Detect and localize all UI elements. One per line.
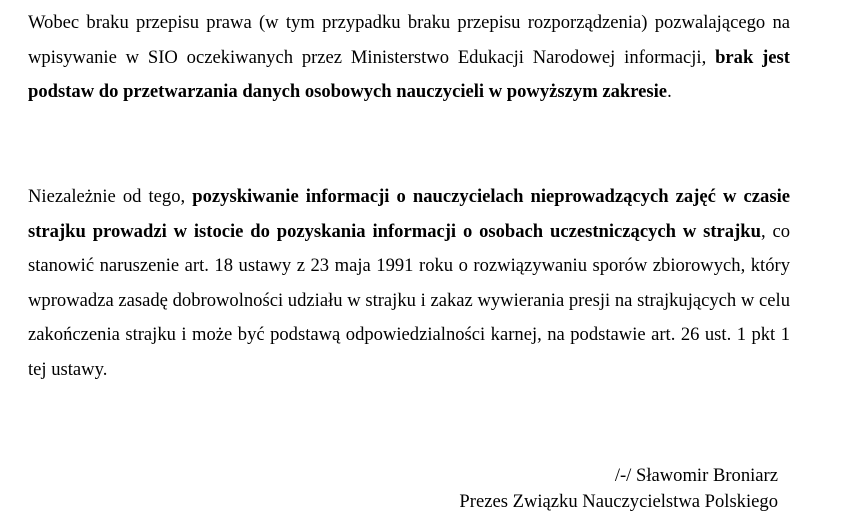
signature-name: /-/ Sławomir Broniarz [614,465,778,486]
paragraph-1-segment-1: Wobec braku przepisu prawa (w tym przypadku braku przepisu rozporządzenia) pozwalającego na wpisywanie w SIO oczekiwanych przez Ministerstwo Edukacji Narodowej informacji, [28,12,790,68]
signature-block [459,463,778,515]
paragraph-1-bold-conclusion: brak jest podstaw do przetwarzania danych osobowych nauczycieli w powyższym zakresie [28,46,790,102]
paragraph-legal-basis [28,6,790,110]
paragraph-strike-information [28,180,790,387]
paragraph-1-segment-3: . [667,81,672,102]
paragraph-2-bold-statement: pozyskiwanie informacji o nauczycielach nieprowadzących zajęć w czasie strajku prowadzi w istocie do pozyskania informacji o osobach uczestniczących w strajku [28,186,790,242]
paragraph-2-segment-1: Niezależnie od tego, [28,186,193,207]
paragraph-2-segment-3: , co stanowić naruszenie art. 18 ustawy z 23 maja 1991 roku o rozwiązywaniu sporów zbiorowych, który wprowadza zasadę dobrowolności udziału w strajku i zakaz wywierania presji na strajkujących w celu zakończenia strajku i może być podstawą odpowiedzialności karnej, na podstawie art. 26 ust. 1 pkt 1 tej ustawy. [28,220,790,380]
signature-title: Prezes Związku Nauczycielstwa Polskiego [459,491,778,512]
